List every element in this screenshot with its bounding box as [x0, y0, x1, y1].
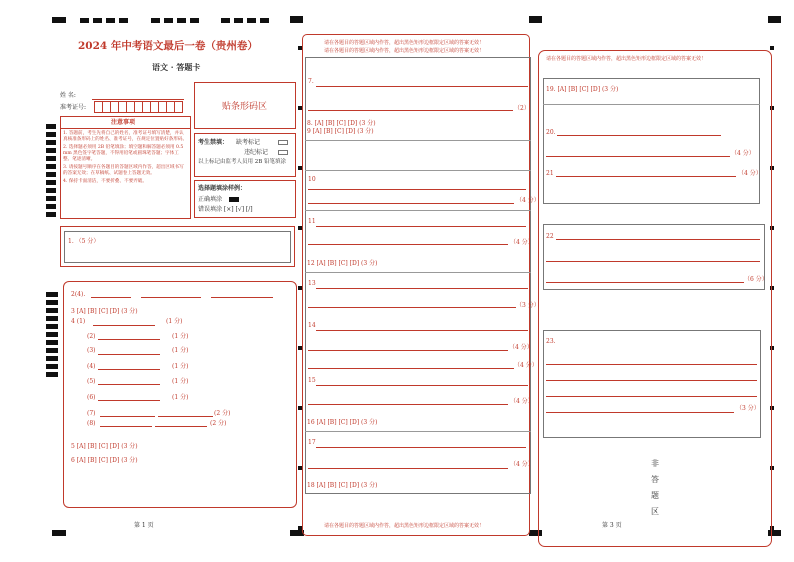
- id-label: 准考证号:: [60, 104, 87, 111]
- side-timing-marks: [46, 292, 58, 378]
- q23-score: （3 分）: [736, 405, 760, 412]
- q4-8-label: (8): [87, 420, 96, 427]
- q4-8-blank[interactable]: [155, 426, 207, 427]
- q11-line[interactable]: [316, 226, 526, 227]
- q17-line[interactable]: [316, 447, 526, 448]
- q10-score: （4 分）: [516, 197, 540, 204]
- divider: [543, 104, 760, 105]
- q14-line[interactable]: [308, 350, 508, 351]
- non-answer-zone: [648, 456, 662, 520]
- q23-line[interactable]: [546, 396, 757, 397]
- question-1-box: [64, 231, 291, 263]
- q22-line[interactable]: [556, 239, 760, 240]
- notice-list: [63, 131, 188, 185]
- notice-item: 2. 选择题必须用 2B 铅笔填涂；填空题和解答题必须用 0.5 mm 黑色签字笔答题，不得用铅笔或圆珠笔答题；字体工整、笔迹清晰。: [63, 145, 184, 162]
- q4-5-score: (1 分): [172, 378, 189, 385]
- q22-score: （6 分）: [744, 276, 768, 283]
- divider: [305, 210, 531, 211]
- fill-sample-title: 选择题填涂样例：: [198, 185, 247, 192]
- non-answer-char: 非: [651, 459, 659, 468]
- q18-choices[interactable]: 18 [A] [B] [C] [D] (3 分): [307, 482, 378, 489]
- q4-6-score: (1 分): [172, 394, 189, 401]
- wrong-fill-label: 错误填涂 [×] [√] [/]: [198, 206, 253, 213]
- page-title: 2024 年中考语文最后一卷（贵州卷）: [78, 40, 258, 52]
- answer-frame-3: [543, 78, 760, 204]
- q4-5-label: (5): [87, 378, 96, 385]
- q4-3-blank[interactable]: [98, 354, 160, 355]
- q14-label: 14: [308, 322, 316, 329]
- divider: [305, 272, 531, 273]
- q15-line[interactable]: [308, 404, 508, 405]
- page-number: 第 3 页: [602, 522, 622, 529]
- name-field[interactable]: [92, 99, 184, 100]
- notice-title: 注意事项: [111, 119, 136, 126]
- q4-3-score: (1 分): [172, 347, 189, 354]
- q4-4-label: (4): [87, 363, 96, 370]
- q14-score: （4 分）: [514, 362, 538, 369]
- q9-choices[interactable]: 9 [A] [B] [C] [D] (3 分): [307, 128, 374, 135]
- q4-2-label: (2): [87, 333, 96, 340]
- q4-1-score: (1 分): [166, 318, 183, 325]
- correct-fill-sample: [229, 197, 239, 202]
- q2-blank[interactable]: [211, 297, 273, 298]
- sheet-subtitle: 语文 · 答题卡: [152, 62, 201, 72]
- q4-2-blank[interactable]: [98, 339, 160, 340]
- q15-score: （4 分）: [510, 398, 534, 405]
- panel3-warning: 请在各题目的答题区域内作答，超出黑色矩形边框限定区域的答案无效！: [546, 56, 707, 62]
- q2-blank[interactable]: [91, 297, 131, 298]
- q10-line[interactable]: [308, 203, 514, 204]
- q5-choices[interactable]: 5 [A] [B] [C] [D] (3 分): [71, 443, 138, 450]
- q7-line[interactable]: [316, 86, 528, 87]
- notice-divider: [60, 128, 191, 129]
- q13-line[interactable]: [308, 307, 516, 308]
- q15-label: 15: [308, 377, 316, 384]
- q19-choices[interactable]: 19. [A] [B] [C] [D] (3 分): [546, 86, 619, 93]
- violation-checkbox[interactable]: [278, 150, 288, 155]
- q11-line[interactable]: [308, 244, 508, 245]
- divider: [305, 170, 531, 171]
- q23-label: 23.: [546, 338, 556, 345]
- q4-6-blank[interactable]: [98, 400, 160, 401]
- q4-6-label: (6): [87, 394, 96, 401]
- q4-1-label: 4 (1): [71, 318, 86, 325]
- exam-status-note: 以上标记由监考人员用 2B 铅笔填涂: [198, 159, 287, 165]
- absent-checkbox[interactable]: [278, 140, 288, 145]
- q17-score: （4 分）: [510, 461, 534, 468]
- q7-label: 7.: [308, 78, 314, 85]
- q6-choices[interactable]: 6 [A] [B] [C] [D] (3 分): [71, 457, 138, 464]
- q20-line[interactable]: [557, 135, 721, 136]
- q23-line[interactable]: [546, 412, 734, 413]
- q17-line[interactable]: [308, 468, 508, 469]
- q12-choices[interactable]: 12 [A] [B] [C] [D] (3 分): [307, 260, 378, 267]
- non-answer-char: 答: [651, 475, 659, 484]
- q21-score: （4 分）: [738, 170, 762, 177]
- timing-mark: [221, 18, 271, 23]
- timing-mark: [151, 18, 201, 23]
- panel2-warning: 请在各题目的答题区域内作答，超出黑色矩形边框限定区域的答案无效！: [324, 40, 485, 46]
- q4-4-score: (1 分): [172, 363, 189, 370]
- notice-item: 4. 保持卡面清洁，不要折叠、不要弄破。: [63, 179, 147, 184]
- id-number-grid[interactable]: [94, 101, 183, 113]
- non-answer-char: 题: [651, 491, 659, 500]
- absent-mark-label: 缺考标记: [236, 139, 261, 146]
- q10-line[interactable]: [308, 189, 526, 190]
- timing-mark: [80, 18, 130, 23]
- q15-line[interactable]: [316, 385, 528, 386]
- divider: [305, 140, 531, 141]
- q22-label: 22: [546, 233, 554, 240]
- q22-frame: [543, 224, 765, 290]
- q4-7-blank[interactable]: [100, 416, 155, 417]
- q4-7-score: (2 分): [214, 410, 231, 417]
- q4-8-score: (2 分): [210, 420, 227, 427]
- non-answer-char: 区: [651, 507, 659, 516]
- violation-mark-label: 违纪标记: [244, 149, 269, 156]
- q13-label: 13: [308, 280, 316, 287]
- name-label: 姓 名:: [60, 92, 76, 99]
- q8-choices[interactable]: 8. [A] [B] [C] [D] (3 分): [307, 120, 376, 127]
- q1-label: 1. （5 分）: [68, 238, 100, 245]
- q23-frame: [543, 330, 761, 438]
- q14-line[interactable]: [316, 330, 528, 331]
- notice-item: 1. 答题前，考生先将自己的姓名，准考证号填写清楚，并认真核准条形码上的姓名、准考证号，在规定位置贴好条形码。: [63, 131, 188, 142]
- correct-fill-label: 正确填涂: [198, 196, 223, 203]
- q13-score: （3 分）: [516, 302, 540, 309]
- side-timing-marks: [46, 124, 56, 219]
- panel2-warning-bottom: 请在各题目的答题区域内作答，超出黑色矩形边框限定区域的答案无效！: [324, 523, 485, 529]
- q4-5-blank[interactable]: [98, 384, 160, 385]
- q4-7-label: (7): [87, 410, 96, 417]
- q20-score: （4 分）: [731, 150, 755, 157]
- q4-4-blank[interactable]: [98, 369, 160, 370]
- q22-line[interactable]: [546, 282, 744, 283]
- q23-line[interactable]: [546, 380, 757, 381]
- barcode-label: 贴条形码区: [222, 102, 268, 112]
- timing-mark: [52, 530, 66, 536]
- q4-8-blank[interactable]: [100, 426, 152, 427]
- timing-mark: [52, 17, 66, 23]
- divider: [305, 431, 531, 432]
- q13-line[interactable]: [316, 288, 528, 289]
- q22-line[interactable]: [546, 261, 760, 262]
- timing-mark: [290, 16, 303, 23]
- timing-mark: [529, 16, 542, 23]
- q7-score: （2）: [514, 105, 530, 112]
- q3-choices[interactable]: 3 [A] [B] [C] [D] (3 分): [71, 308, 138, 315]
- q2-blank[interactable]: [141, 297, 201, 298]
- q14-score: （4 分）: [509, 344, 533, 351]
- q4-2-score: (1 分): [172, 333, 189, 340]
- q21-label: 21: [546, 170, 554, 177]
- q4-3-label: (3): [87, 347, 96, 354]
- q4-7-blank[interactable]: [158, 416, 213, 417]
- q7-line[interactable]: [308, 110, 513, 111]
- q14-line[interactable]: [308, 368, 514, 369]
- q10-label: 10: [308, 176, 316, 183]
- q21-line[interactable]: [556, 176, 736, 177]
- exam-status-label: 考生禁填：: [198, 139, 229, 146]
- timing-mark: [768, 16, 781, 23]
- q20-label: 20.: [546, 129, 556, 136]
- q4-1-blank[interactable]: [93, 325, 155, 326]
- notice-item: 3. 请按题号顺序在各题目的答题区域内作答，超出区域书写的答案无效；在草稿纸、试题卷上答题无效。: [63, 165, 184, 176]
- q23-line[interactable]: [546, 364, 757, 365]
- q20-line[interactable]: [546, 156, 730, 157]
- q11-label: 11: [308, 218, 316, 225]
- q11-score: （4 分）: [510, 239, 534, 246]
- q16-choices[interactable]: 16 [A] [B] [C] [D] (3 分): [307, 419, 378, 426]
- q2-label: 2(4).: [71, 291, 86, 298]
- page-number: 第 1 页: [134, 522, 154, 529]
- panel2-warning: 请在各题目的答题区域内作答，超出黑色矩形边框限定区域的答案无效！: [324, 48, 485, 54]
- q17-label: 17: [308, 439, 316, 446]
